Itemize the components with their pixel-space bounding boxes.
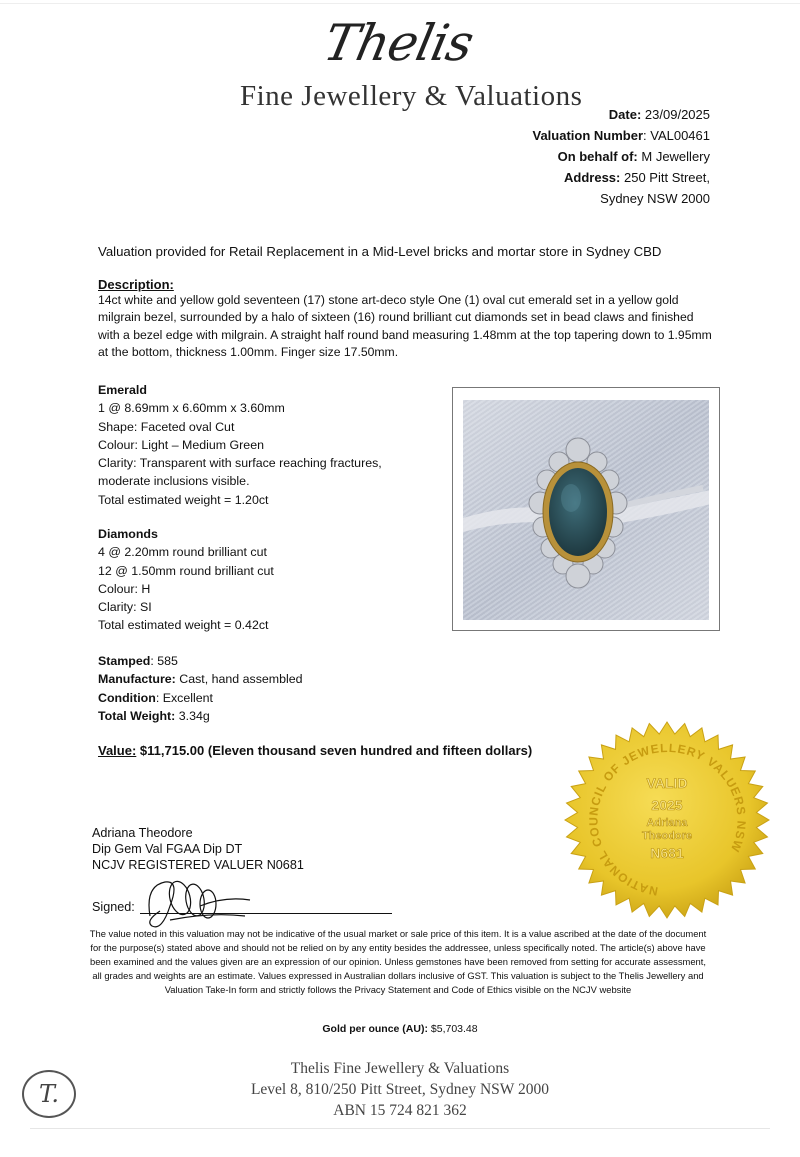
footer-address: Level 8, 810/250 Pitt Street, Sydney NSW 2000 [250,1081,550,1098]
emerald-line: Colour: Light – Medium Green [98,437,264,452]
manufacture-value: Cast, hand assembled [175,672,303,687]
diamonds-line: Colour: H [98,581,151,596]
on-behalf-value: M Jewellery [641,149,710,164]
emerald-section [98,381,382,509]
emerald-heading: Emerald [98,383,147,397]
disclaimer-text: The value noted in this valuation may not be indicative of the usual market or sale price of this item. It is a value ascribed at the date of the document for the purpose(s) stated above and should not be relied on by any entity besides the addressee, unless specifically noted. The article(s) above have been examined and the values given are an expression of our opinion. Unless gemstones have been removed from setting for accurate assessment, all grades and weights are an estimate. Values expressed in Australian dollars inclusive of GST. This valuation is subject to the Thelis Jewellery and Valuation Take-In form and strictly follows the Privacy Statement and Code of Ethics visible on the NCJV website [89,928,707,995]
date-label: Date: [608,107,642,122]
valuer-name: Adriana Theodore [92,826,193,840]
valuation-number-label: Valuation Number [532,128,644,143]
address-line2: Sydney NSW 2000 [600,191,710,206]
date-row [532,104,710,125]
on-behalf-row [532,146,710,167]
diamonds-line: Total estimated weight = 0.42ct [98,618,269,633]
value-label: Value: [98,743,137,758]
diamonds-line: 12 @ 1.50mm round brilliant cut [98,563,274,578]
ring-icon [463,400,709,620]
date-value: 23/09/2025 [644,107,710,122]
diamonds-section [98,525,274,635]
gold-seal-icon [560,718,775,923]
gold-price-value: $5,703.48 [427,1023,478,1035]
seal-name-last: Theodore [641,830,693,842]
value-line [98,743,532,758]
stamped-row [98,652,303,670]
diamonds-line: 4 @ 2.20mm round brilliant cut [98,545,267,560]
logo-script: Thelis [318,14,478,72]
manufacture-row [98,670,303,688]
seal-name-first: Adriana [646,817,688,829]
description-text: 14ct white and yellow gold seventeen (17) stone art-deco style One (1) oval cut emerald set in a yellow gold milgrain bezel, surrounded by a halo of sixteen (16) round brilliant cut diamonds set in bead claws and finished with a bezel edge with milgrain. A straight half round band measuring 1.48mm at the top tapering down to 1.95mm at the bottom, thickness 1.00mm. Finger size 17.50mm. [98,293,712,359]
address-row [532,167,710,188]
seal-valid: VALID [646,775,688,791]
value-amount: $11,715.00 (Eleven thousand seven hundred and fifteen dollars) [136,743,533,758]
diamonds-heading: Diamonds [98,527,158,541]
seal-year: 2025 [651,797,683,813]
emerald-line: 1 @ 8.69mm x 6.60mm x 3.60mm [98,401,285,416]
emerald-line: Clarity: Transparent with surface reaching fractures, [98,456,382,471]
footer [0,1058,800,1121]
condition-row [98,689,303,707]
seal-ring-text: NATIONAL COUNCIL OF JEWELLERY VALUERS NSW [586,740,749,899]
condition-value: : Excellent [155,690,213,705]
valuation-purpose: Valuation provided for Retail Replacement in a Mid-Level bricks and mortar store in Sydney CBD [98,244,662,259]
ring-photo [452,387,720,631]
emerald-line: Total estimated weight = 1.20ct [98,492,269,507]
valuer-qualifications: Dip Gem Val FGAA Dip DT [92,842,243,856]
gold-price-label: Gold per ounce (AU): [322,1023,428,1035]
address-label: Address: [564,170,621,185]
total-weight-row [98,707,303,725]
scan-artifact-line [30,1128,770,1129]
emerald-line: moderate inclusions visible. [98,474,250,489]
logo-subtitle: Fine Jewellery & Valuations [240,80,583,112]
condition-label: Condition [98,690,156,705]
address-line1: 250 Pitt Street, [624,170,710,185]
stamped-value: : 585 [150,654,178,668]
valuation-number-row [532,125,710,146]
valuation-number-value: : VAL00461 [643,128,710,143]
valuer-details [92,825,304,873]
details-section [98,652,303,725]
monogram-logo-icon: T. [22,1070,76,1118]
stamped-label: Stamped [98,654,151,668]
total-weight-value: 3.34g [175,708,210,723]
manufacture-label: Manufacture: [98,672,176,687]
seal-number: N681 [650,845,684,861]
valuer-registration: NCJV REGISTERED VALUER N0681 [92,858,304,872]
signed-label: Signed: [92,900,135,914]
footer-abn: ABN 15 724 821 362 [333,1102,467,1119]
ncjv-seal [560,718,775,923]
description-heading: Description: [98,277,174,292]
scan-artifact-line [0,3,800,4]
valuation-meta [532,104,710,209]
footer-company: Thelis Fine Jewellery & Valuations [290,1060,510,1077]
total-weight-label: Total Weight: [98,708,176,723]
ring-photo-image [463,400,709,620]
emerald-line: Shape: Faceted oval Cut [98,419,235,434]
gold-price [0,1023,800,1035]
diamonds-line: Clarity: SI [98,600,152,615]
on-behalf-label: On behalf of: [557,149,638,164]
